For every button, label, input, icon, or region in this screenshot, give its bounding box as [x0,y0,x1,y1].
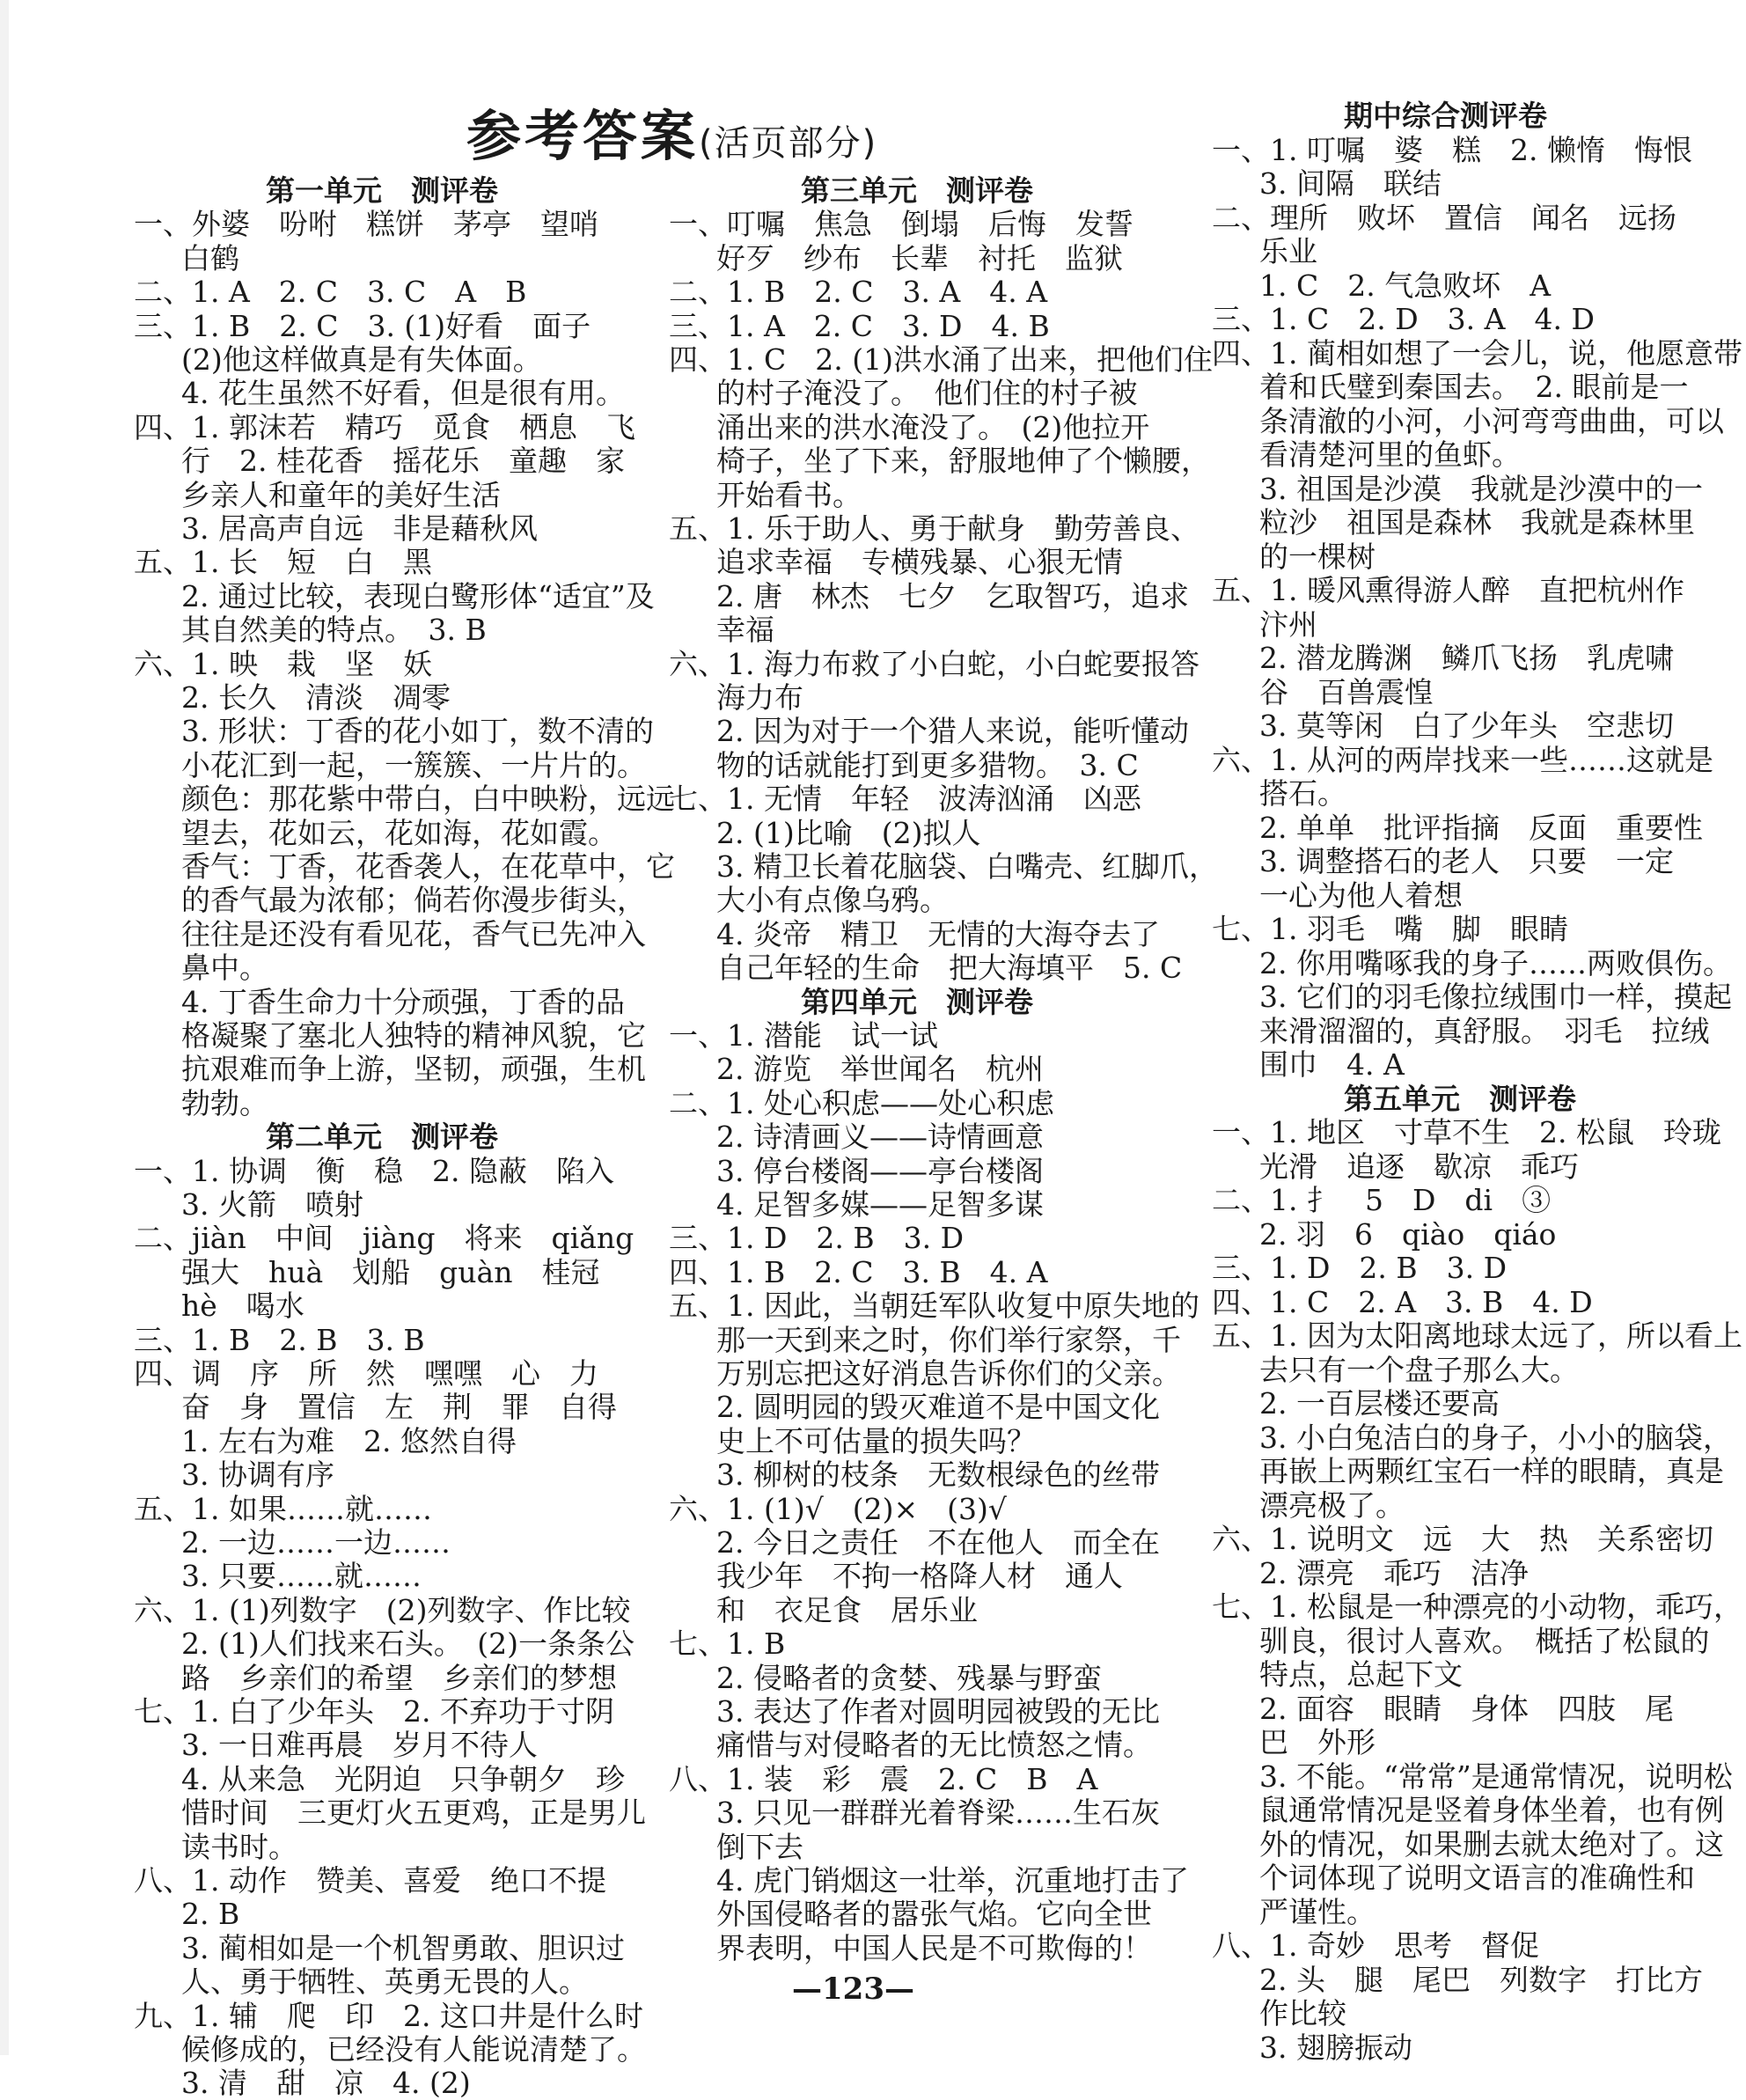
answer-line: 2. (1)人们找来石头。 (2)一条条公 [181,1626,635,1662]
answer-line: 香气：丁香，花香袭人，在花草中，它 [181,849,675,884]
answer-line: 好歹 纱布 长辈 衬托 监狱 [716,240,1123,275]
answer-line: 3. 协调有序 [181,1458,334,1493]
question-line: 五、1. 乐于助人、勇于献身 勤劳善良、 [669,511,1199,546]
answer-line: 白鹤 [181,240,239,275]
answer-line: 奋 身 置信 左 荆 罪 自得 [181,1390,617,1425]
answer-line: 路 乡亲们的希望 乡亲们的梦想 [181,1660,617,1695]
answer-line: 自己年轻的生命 把大海填平 5. C [716,951,1183,986]
question-line: 五、1. 如果……就…… [134,1491,432,1526]
question-line: 八、1. 奇妙 思考 督促 [1212,1928,1539,1963]
answer-line: 3. 柳树的枝条 无数根绿色的丝带 [716,1458,1160,1493]
answer-line: 4. 虎门销烟这一壮举，沉重地打击了 [716,1863,1189,1898]
answer-line: 3. 它们的羽毛像拉绒围巾一样，摸起 [1259,980,1732,1014]
section-heading: 第一单元 测评卷 [266,173,498,208]
answer-line: 行 2. 桂花香 摇花乐 童趣 家 [181,444,625,479]
answer-line: 读书时。 [181,1829,297,1864]
question-line: 四、1. 郭沫若 精巧 觅食 栖息 飞 [134,409,635,444]
answer-line: 2. 因为对于一个猎人来说，能听懂动 [716,714,1189,749]
question-line: 六、1. 从河的两岸找来一些……这就是 [1212,742,1713,777]
answer-line: 3. 蔺相如是一个机智勇敢、胆识过 [181,1930,625,1965]
question-line: 三、1. B 2. C 3. (1)好看 面子 [134,308,591,343]
answer-line: 搭石。 [1259,776,1346,811]
answer-line: 涌出来的洪水淹没了。 (2)他拉开 [716,409,1150,444]
answer-line: 漂亮极了。 [1259,1487,1405,1523]
question-line: 三、1. D 2. B 3. D [669,1221,965,1256]
answer-line: 3. 表达了作者对圆明园被毁的无比 [716,1694,1160,1729]
answer-line: 3. 形状：丁香的花小如丁，数不清的 [181,714,654,749]
answer-line: 再嵌上两颗红宝石一样的眼睛，真是 [1259,1454,1724,1488]
answer-line: 2. 面容 眼睛 身体 四肢 尾 [1259,1691,1674,1726]
answer-line: 2. 唐 林杰 七夕 乞取智巧，追求 [716,578,1189,613]
question-line: 三、1. B 2. B 3. B [134,1322,425,1357]
section-heading: 第五单元 测评卷 [1344,1081,1576,1116]
answer-line: 海力布 [716,680,803,715]
answer-line: 3. 一日难再晨 岁月不待人 [181,1728,538,1763]
question-line: 六、1. (1)列数字 (2)列数字、作比较 [134,1592,631,1627]
question-line: 四、调 序 所 然 嘿嘿 心 力 [134,1356,598,1391]
answer-line: 大小有点像乌鸦。 [716,883,949,918]
answer-line: 去只有一个盘子那么大。 [1259,1352,1579,1387]
answer-line: 2. 潜龙腾渊 鳞爪飞扬 乳虎啸 [1259,641,1674,675]
section-heading: 第二单元 测评卷 [266,1120,498,1155]
answer-line: 3. 不能。“常常”是通常情况，说明松 [1259,1759,1733,1794]
question-line: 二、1. A 2. C 3. C A B [134,275,527,310]
answer-line: 界表明，中国人民是不可欺侮的！ [716,1930,1152,1965]
answer-line: 2. 通过比较，表现白鹭形体“适宜”及 [181,578,655,613]
question-line: 五、1. 因为太阳离地球太远了，所以看上 [1212,1318,1742,1353]
question-line: 三、1. C 2. D 3. A 4. D [1212,302,1595,336]
question-line: 五、1. 长 短 白 黑 [134,545,432,580]
answer-line: 2. 头 腿 尾巴 列数字 打比方 [1259,1962,1703,1997]
answer-line: 往往是还没有看见花，香气已先冲入 [181,916,646,951]
answer-line: 幸福 [716,613,774,648]
question-line: 四、1. 蔺相如想了一会儿，说，他愿意带 [1212,335,1742,371]
answer-line: 其自然美的特点。 3. B [181,613,487,648]
answer-line: 2. (1)比喻 (2)拟人 [716,815,981,850]
question-line: 七、1. B [669,1626,786,1662]
title-main: 参考答案 [466,104,700,168]
page-number: —123— [792,1972,914,2007]
answer-line: 围巾 4. A [1259,1047,1405,1082]
question-line: 四、1. B 2. C 3. B 4. A [669,1254,1048,1289]
answer-line: (2)他这样做真是有失体面。 [181,342,542,377]
answer-line: 3. 调整搭石的老人 只要 一定 [1259,844,1674,878]
answer-line: 强大 huà 划船 guàn 桂冠 [181,1254,600,1289]
question-line: 八、1. 装 彩 震 2. C B A [669,1761,1098,1796]
answer-line: 3. 精卫长着花脑袋、白嘴壳、红脚爪， [716,849,1218,884]
answer-line: 2. 诗清画义——诗情画意 [716,1120,1044,1155]
answer-line: 3. 只见一群群光着脊梁……生石灰 [716,1795,1160,1831]
question-line: 三、1. D 2. B 3. D [1212,1251,1508,1285]
answer-line: 3. 火箭 喷射 [181,1187,363,1222]
answer-line: 物的话就能打到更多猎物。 3. C [716,747,1139,782]
answer-line: 2. B [181,1897,240,1932]
answer-line: 格凝聚了塞北人独特的精神风貌，它 [181,1018,646,1053]
answer-line: 万别忘把这好消息告诉你们的父亲。 [716,1356,1181,1391]
answer-line: 汴州 [1259,606,1317,642]
answer-line: 小花汇到一起，一簇簇、一片片的。 [181,747,646,782]
answer-line: 1. C 2. 气急败坏 A [1259,268,1552,303]
answer-line: 3. 莫等闲 白了少年头 空悲切 [1259,709,1674,743]
answer-line: 一心为他人着想 [1259,877,1463,913]
answer-line: 史上不可估量的损失吗？ [716,1423,1036,1458]
answer-line: 严谨性。 [1259,1894,1376,1929]
answer-line: 4. 足智多媒——足智多谋 [716,1187,1044,1222]
answer-line: 候修成的，已经没有人能说清楚了。 [181,2032,646,2067]
answer-line: 3. 停台楼阁——亭台楼阁 [716,1153,1044,1188]
answer-line: 粒沙 祖国是森林 我就是森林里 [1259,505,1695,540]
answer-line: 2. 长久 清淡 凋零 [181,680,451,715]
answer-line: 勃勃。 [181,1085,268,1120]
answer-line: 倒下去 [716,1829,803,1864]
question-line: 一、外婆 吩咐 糕饼 茅亭 望哨 [134,207,598,242]
answer-line: 4. 丁香生命力十分顽强，丁香的品 [181,984,625,1019]
question-line: 二、1. 处心积虑——处心积虑 [669,1085,1054,1120]
answer-line: 椅子，坐了下来，舒服地伸了个懒腰， [716,444,1210,479]
answer-line: 3. 居高声自远 非是藉秋风 [181,511,538,546]
question-line: 六、1. 说明文 远 大 热 关系密切 [1212,1522,1713,1556]
question-line: 一、1. 协调 衡 稳 2. 隐蔽 陷入 [134,1153,614,1188]
answer-line: 和 衣足食 居乐业 [716,1592,978,1627]
answer-line: 2. 侵略者的贪婪、残暴与野蛮 [716,1660,1102,1695]
question-line: 五、1. 暖风熏得游人醉 直把杭州作 [1212,573,1684,607]
question-line: 七、1. 无情 年轻 波涛汹涌 凶恶 [669,782,1141,817]
answer-line: 抗艰难而争上游，坚韧，顽强，生机 [181,1052,646,1087]
section-heading: 第四单元 测评卷 [801,984,1033,1019]
answer-line: 4. 从来急 光阴迫 只争朝夕 珍 [181,1761,625,1796]
answer-line: 3. 翅膀振动 [1259,2030,1412,2065]
question-line: 一、1. 地区 寸草不生 2. 松鼠 玲珑 [1212,1115,1721,1149]
answer-line: 人、勇于牺牲、英勇无畏的人。 [181,1964,588,2000]
title-subtitle: (活页部分) [699,123,878,164]
answer-line: 的一棵树 [1259,539,1376,574]
question-line: 六、1. 映 栽 坚 妖 [134,646,432,681]
answer-line: 2. 漂亮 乖巧 洁净 [1259,1555,1529,1590]
answer-line: 2. 一百层楼还要高 [1259,1386,1500,1421]
answer-line: 2. 羽 6 qiào qiáo [1259,1216,1557,1252]
answer-line: 4. 炎帝 精卫 无情的大海夺去了 [716,916,1160,951]
answer-line: 3. 间隔 联结 [1259,166,1442,201]
answer-line: 3. 只要……就…… [181,1559,422,1594]
answer-line: 惜时间 三更灯火五更鸡，正是男儿 [181,1795,646,1831]
answer-line: 开始看书。 [716,477,862,512]
answer-line: 的村子淹没了。 他们住的村子被 [716,376,1138,411]
answer-line: 痛惜与对侵略者的无比愤怒之情。 [716,1728,1152,1763]
answer-line: 望去，花如云，花如海，花如霞。 [181,815,617,850]
answer-line: 追求幸福 专横残暴、心狠无情 [716,545,1123,580]
question-line: 六、1. (1)√ (2)× (3)√ [669,1491,1007,1526]
answer-line: 3. 小白兔洁白的身子，小小的脑袋， [1259,1420,1732,1455]
answer-line: 外国侵略者的嚣张气焰。它向全世 [716,1897,1152,1932]
answer-line: 谷 百兽震惶 [1259,674,1434,709]
question-line: 二、理所 败坏 置信 闻名 远扬 [1212,200,1676,235]
section-heading: 第三单元 测评卷 [801,173,1033,208]
question-line: 八、1. 动作 赞美、喜爱 绝口不提 [134,1863,606,1898]
answer-line: 着和氏璧到秦国去。 2. 眼前是一 [1259,370,1689,404]
question-line: 五、1. 因此，当朝廷军队收复中原失地的 [669,1289,1199,1324]
question-line: 二、1. B 2. C 3. A 4. A [669,275,1048,310]
answer-line: 我少年 不拘一格降人材 通人 [716,1559,1123,1594]
answer-line: 2. 今日之责任 不在他人 而全在 [716,1525,1160,1560]
question-line: 七、1. 白了少年头 2. 不弃功于寸阴 [134,1694,614,1729]
question-line: 二、1. 扌 5 D di ③ [1212,1183,1552,1217]
answer-line: 3. 祖国是沙漠 我就是沙漠中的一 [1259,471,1703,506]
answer-line: 颜色：那花紫中带白，白中映粉，远远 [181,782,675,817]
question-line: 七、1. 羽毛 嘴 脚 眼睛 [1212,912,1568,946]
answer-line: 条清澈的小河，小河弯弯曲曲，可以 [1259,403,1724,438]
question-line: 一、1. 潜能 试一试 [669,1018,938,1053]
answer-line: 乡亲人和童年的美好生活 [181,477,501,512]
section-heading: 期中综合测评卷 [1344,99,1547,133]
answer-line: 4. 花生虽然不好看，但是很有用。 [181,376,625,411]
answer-line: 3. 清 甜 凉 4. (2) [181,2066,471,2100]
answer-line: 的香气最为浓郁；倘若你漫步街头， [181,883,646,918]
answer-line: 2. 圆明园的毁灭难道不是中国文化 [716,1390,1160,1425]
question-line: 六、1. 海力布救了小白蛇，小白蛇要报答 [669,646,1199,681]
question-line: 四、1. C 2. A 3. B 4. D [1212,1284,1593,1319]
question-line: 九、1. 辅 爬 印 2. 这口井是什么时 [134,1998,643,2033]
answer-line: 外的情况，如果删去就太绝对了。这 [1259,1826,1724,1861]
answer-line: 1. 左右为难 2. 悠然自得 [181,1423,517,1458]
answer-line: 特点，总起下文 [1259,1657,1463,1692]
answer-line: 驯良，很讨人喜欢。 概括了松鼠的 [1259,1623,1710,1658]
question-line: 七、1. 松鼠是一种漂亮的小动物，乖巧， [1212,1590,1742,1624]
answer-line: 看清楚河里的鱼虾。 [1259,437,1521,472]
page-title [466,92,877,171]
answer-line: 来滑溜溜的，真舒服。 羽毛 拉绒 [1259,1013,1710,1048]
answer-line: 那一天到来之时，你们举行家祭，千 [716,1322,1181,1357]
answer-line: 个词体现了说明文语言的准确性和 [1259,1861,1695,1895]
answer-line: 2. 你用嘴啄我的身子……两败俱伤。 [1259,945,1732,980]
answer-line: 鼻中。 [181,951,268,986]
answer-line: 2. 游览 举世闻名 杭州 [716,1052,1044,1087]
left-binding-edge [0,0,9,2055]
answer-line: 作比较 [1259,1996,1346,2030]
question-line: 一、叮嘱 焦急 倒塌 后悔 发誓 [669,207,1133,242]
question-line: 三、1. A 2. C 3. D 4. B [669,308,1050,343]
question-line: 一、1. 叮嘱 婆 糕 2. 懒惰 悔恨 [1212,132,1692,167]
answer-line: 乐业 [1259,234,1317,268]
question-line: 四、1. C 2. (1)洪水涌了出来，把他们住 [669,342,1213,377]
answer-line: 2. 一边……一边…… [181,1525,451,1560]
answer-line: hè 喝水 [181,1289,304,1324]
answer-line: 巴 外形 [1259,1725,1376,1759]
answer-line: 鼠通常情况是竖着身体坐着，也有例 [1259,1793,1724,1827]
question-line: 二、jiàn 中间 jiàng 将来 qiǎng [134,1221,635,1256]
answer-line: 光滑 追逐 歇凉 乖巧 [1259,1149,1579,1184]
answer-line: 2. 单单 批评指摘 反面 重要性 [1259,810,1703,845]
